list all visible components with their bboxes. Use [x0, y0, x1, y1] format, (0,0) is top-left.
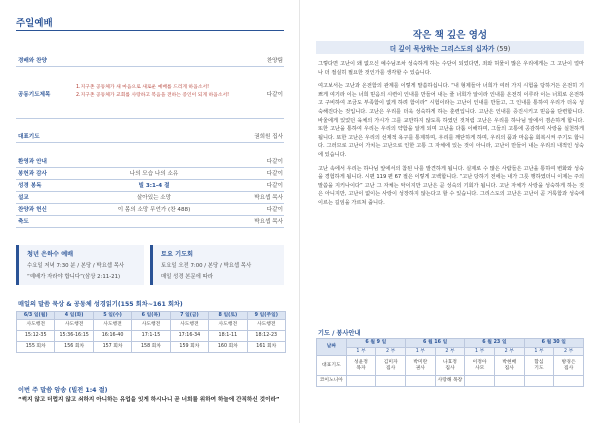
duty-sub-cell: 2 부 — [376, 348, 406, 356]
duty-cafe-row — [317, 376, 584, 387]
duty-sub-row — [317, 348, 584, 356]
duty-header-row — [317, 339, 584, 348]
right-page — [300, 0, 600, 423]
duty-header-cell: 6 월 16 일 — [405, 339, 464, 348]
reading-cell: 18:12-23 — [247, 331, 285, 342]
reading-title: 매일의 말씀 묵상 & 공동체 성경읽기(155 회차~161 회차) — [18, 301, 183, 308]
order-content: 빌 3:1-4 절 — [138, 183, 170, 189]
prayer-topic: 2.지구촌 공동체가 교회를 사랑하고 복음을 전하는 증인이 되게 하옵소서! — [76, 93, 230, 98]
youth-worship-box — [16, 245, 144, 285]
reading-cell: 6 일(목) — [132, 312, 170, 320]
saturday-title: 토요 기도회 — [161, 251, 194, 258]
duty-header-cell: 6 월 23 일 — [465, 339, 524, 348]
reading-cell: 156 회차 — [55, 342, 93, 353]
row-divider — [16, 167, 284, 168]
duty-cell — [346, 376, 376, 387]
prayer-topic: 1.지구촌 공동체가 새 마음으로 새로운 예배를 드리게 하옵소서! — [76, 85, 210, 90]
duty-cell: 사랑해 목장 — [435, 376, 465, 387]
order-label: 대표기도 — [18, 134, 40, 140]
row-divider — [16, 227, 284, 228]
order-content — [76, 84, 246, 100]
duty-cell: 김미자 집사 — [376, 356, 406, 376]
row-divider — [16, 118, 284, 119]
reading-cell: 사도행전 — [55, 320, 93, 331]
reading-cell: 17:1-15 — [132, 331, 170, 342]
row-divider — [16, 215, 284, 216]
row-divider — [16, 66, 284, 67]
order-label: 환영과 안내 — [18, 159, 47, 165]
order-label: 경배와 찬양 — [18, 58, 47, 64]
duty-header-cell: 날짜 — [317, 339, 347, 356]
duty-cell: 성윤정 목자 — [346, 356, 376, 376]
reading-cell: 161 회차 — [247, 342, 285, 353]
reading-row — [17, 331, 286, 342]
order-leader: 다같이 — [266, 159, 283, 165]
duty-cell — [554, 376, 584, 387]
reading-cell: 8 일(토) — [209, 312, 247, 320]
order-leader: 다같이 — [266, 207, 283, 213]
reading-cell: 17:16-34 — [170, 331, 208, 342]
duty-sub-cell: 1 부 — [405, 348, 435, 356]
reading-cell: 9 일(주일) — [247, 312, 285, 320]
reading-cell: 15:12-35 — [17, 331, 55, 342]
saturday-line2: 매일 성경 본문에 따라 — [161, 274, 214, 280]
row-divider — [16, 191, 284, 192]
duty-sub-cell: 2 부 — [494, 348, 524, 356]
order-label: 찬양과 헌신 — [18, 207, 47, 213]
row-divider — [16, 142, 284, 143]
duty-sub-cell: 2 부 — [554, 348, 584, 356]
reading-cell: 사도행전 — [17, 320, 55, 331]
reading-cell: 18:1-11 — [209, 331, 247, 342]
reading-cell: 7 일(금) — [170, 312, 208, 320]
row-divider — [16, 203, 284, 204]
duty-header-cell: 6 월 9 일 — [346, 339, 405, 348]
duty-header-cell: 6 월 30 일 — [524, 339, 583, 348]
duty-row-label: 대표기도 — [317, 356, 347, 376]
duty-cell — [494, 376, 524, 387]
duty-cell: 박미란 권사 — [405, 356, 435, 376]
reading-cell: 158 회차 — [132, 342, 170, 353]
order-leader: 찬양팀 — [266, 58, 283, 64]
row-divider — [16, 179, 284, 180]
duty-title: 기도 / 봉사안내 — [318, 330, 361, 337]
duty-cell: 나효정 집사 — [435, 356, 465, 376]
duty-sub-cell: 2 부 — [435, 348, 465, 356]
divider — [16, 30, 284, 31]
reading-cell: 157 회차 — [93, 342, 131, 353]
duty-prayer-row — [317, 356, 584, 376]
duty-cell — [376, 376, 406, 387]
youth-line2: “예배가 자라야 합니다”(삼상 2:11-21) — [27, 274, 121, 280]
duty-table — [316, 338, 584, 387]
saturday-prayer-box — [150, 245, 284, 285]
order-leader: 다같이 — [266, 183, 283, 189]
duty-cell: 박현배 집사 — [494, 356, 524, 376]
order-label: 축도 — [18, 219, 29, 225]
youth-line1: 수요일 저녁 7:30 분 / 본당 / 박요셉 목사 — [27, 263, 125, 269]
duty-cell — [405, 376, 435, 387]
reading-cell: 160 회차 — [209, 342, 247, 353]
duty-cell: 이정아 사모 — [465, 356, 495, 376]
reading-cell: 사도행전 — [209, 320, 247, 331]
duty-cell: 방경은 집사 — [554, 356, 584, 376]
article-paragraph: 고난 속에서 우리는 하나님 앞에서의 참된 나를 발견하게 됩니다. 실제로 수 많은 사람들은 고난을 통하여 변화와 성숙을 경험하게 됩니다. 시편 119 편 67 절은 이렇게 고백합니다. “고난 당하기 전에는 내가 그릇 행하였더니 이제는 주의 말씀을 지키나이다” 고난 그 자체는 악이지만 고난은 곧 성숙의 기회가 됩니다. 고난 자체가 사랑을 성숙하게 하는 것은 아니지만, 고난이 없이는 사랑이 성장하지 않는다고 할 수 있습니다. 그리스도의 고난은 고난이 곧 거룩함과 성숙에 이르는 길임을 가르쳐 줍니다. — [318, 165, 584, 206]
order-content: 이 몸의 소망 무언가 (찬 488) — [117, 207, 191, 213]
order-leader: 권희원 집사 — [254, 134, 283, 140]
section-title-book: 작은 책 깊은 영성 — [412, 30, 488, 41]
order-content: 살아있는 소망 — [136, 195, 172, 201]
memory-verse: “썩지 않고 더럽지 않고 쇠하지 아니하는 유업을 잇게 하시나니 곧 너희를 위하여 하늘에 간직하신 것이라” — [18, 397, 280, 403]
duty-row-label: 코이노니아 — [317, 376, 347, 387]
reading-row — [17, 312, 286, 320]
saturday-line1: 토요일 오전 7:00 / 본당 / 박요셉 목사 — [161, 263, 252, 269]
reading-cell: 사도행전 — [247, 320, 285, 331]
order-label: 설교 — [18, 195, 29, 201]
reading-row — [17, 320, 286, 331]
order-leader: 박요셉 목사 — [254, 219, 283, 225]
order-leader: 박요셉 목사 — [254, 195, 283, 201]
duty-sub-cell: 1 부 — [465, 348, 495, 356]
article-paragraph: 그렇다면 고난이 왜 없으신 예수님조차 성숙하게 하는 수단이 되었다면, 죄와 허물이 많은 우리에게는 그 고난이 얼마나 더 절실히 필요한 것인가를 생각할 수 있습니다. — [318, 61, 584, 76]
reading-cell: 6/3 일(월) — [17, 312, 55, 320]
article-number: (59) — [496, 45, 511, 53]
reading-cell: 사도행전 — [170, 320, 208, 331]
order-leader: 다같이 — [266, 92, 283, 98]
order-label: 공동기도제목 — [18, 92, 51, 98]
reading-cell: 15:36-16:15 — [55, 331, 93, 342]
memory-title: 이번 주 말씀 암송 (빌전 1:4 절) — [18, 387, 108, 394]
duty-cell — [465, 376, 495, 387]
order-label: 성경 봉독 — [18, 183, 42, 189]
article-title: 더 깊이 묵상하는 그리스도의 십자가 — [389, 45, 495, 53]
article-title-bar — [316, 41, 584, 54]
article-paragraph: 여고보서는 고난과 온전함의 관계를 이렇게 말씀하십니다. “내 형제들아 너희가 여러 가지 시험을 당하거든 온전히 기쁘게 여기라 이는 너희 믿음의 시련이 인내를 만들어 내는 줄 너희가 알이라 인내를 온전히 이루라 이는 너희로 온전하고 구비하여 조금도 부족함이 없게 하려 함이라” 시험이라는 고난이 인내를 만들고, 그 인내를 통하여 우리가 더욱 성숙해진다는 것입니다. 고난은 우리를 더욱 성숙하게 하는 훈련입니다. 고난은 인내를 증진시키고 믿음을 단련합니다. 바울에게 있었던 육체의 가시가 그를 교만하지 않도록 하였던 것처럼 고난은 우리를 하나님 앞에서 겸손하게 합니다. 또한 고난을 통하여 우리는 우리의 약함을 알게 되며 고난을 다툼 이해하며, 그들의 고통에 공감하며 사랑을 실천하게 됩니다. 또한 고난은 우리의 선제적 욕구를 통제하며, 우리를 깨닫하게 하며, 우리의 품과 마음을 회복시켜 주기도 합니다. 그러므로 고난이 가치는 고난으로 인한 고통 그 자체에 있는 것이 아니라, 고난이 만들어 내는 우리의 내적인 성숙에 있습니다. — [318, 83, 584, 158]
reading-row — [17, 342, 286, 353]
duty-cell: 함심 기도 — [524, 356, 554, 376]
reading-cell: 사도행전 — [93, 320, 131, 331]
reading-cell: 5 일(수) — [93, 312, 131, 320]
article-body — [318, 60, 584, 213]
duty-cell — [524, 376, 554, 387]
reading-cell: 4 일(화) — [55, 312, 93, 320]
section-title-sunday: 주일예배 — [16, 18, 53, 29]
order-label: 봉헌과 감사 — [18, 171, 47, 177]
youth-title: 청년 은하수 예배 — [27, 251, 74, 258]
duty-sub-cell: 1 부 — [346, 348, 376, 356]
reading-cell: 159 회차 — [170, 342, 208, 353]
reading-cell: 사도행전 — [132, 320, 170, 331]
duty-sub-cell: 1 부 — [524, 348, 554, 356]
reading-cell: 155 회차 — [17, 342, 55, 353]
reading-table — [16, 311, 286, 353]
order-leader: 다같이 — [266, 171, 283, 177]
order-content: 나의 모습 나의 소유 — [129, 171, 179, 177]
reading-cell: 16:16-40 — [93, 331, 131, 342]
